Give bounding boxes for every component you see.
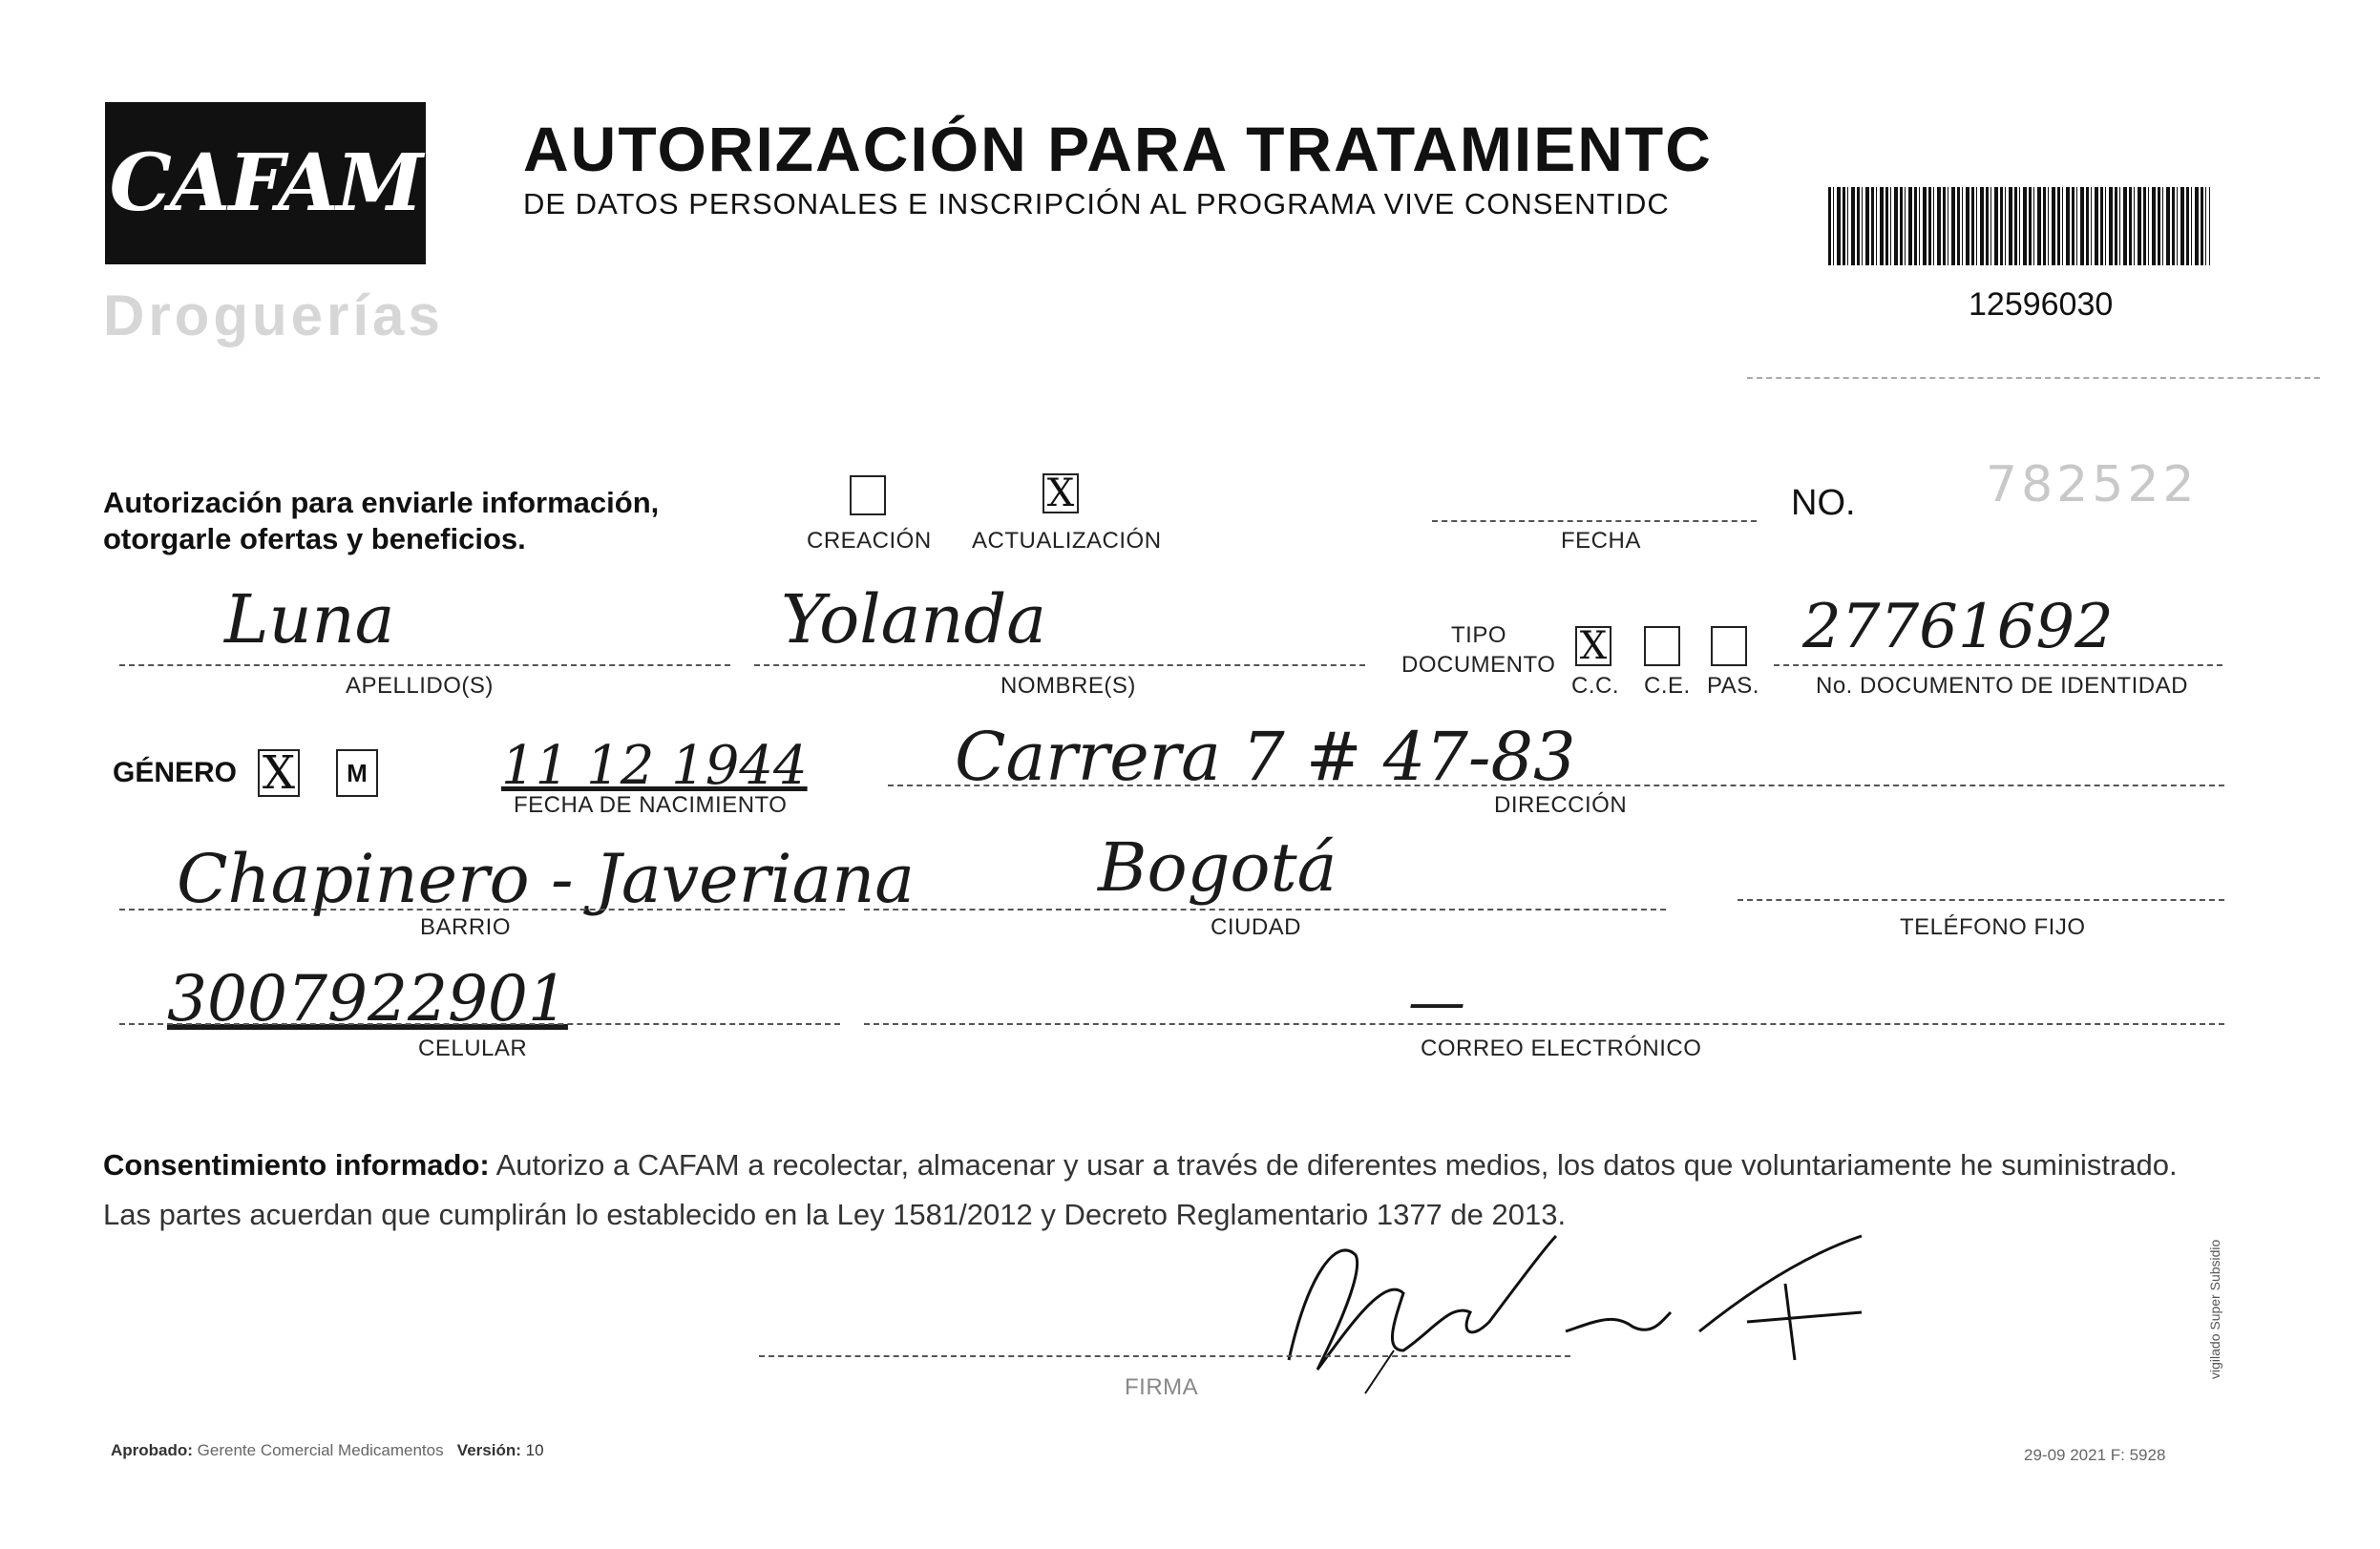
authorization-text-1: Autorización para enviarle información,: [103, 486, 660, 519]
form-number: 782522: [1986, 456, 2199, 513]
ciudad-label: CIUDAD: [1211, 914, 1302, 940]
logo-subtitle: Droguerías: [103, 283, 444, 347]
correo-label: CORREO ELECTRÓNICO: [1421, 1036, 1702, 1061]
direccion-label: DIRECCIÓN: [1494, 792, 1628, 818]
fecha-line: [1432, 520, 1757, 522]
firma-line: [759, 1355, 1570, 1357]
cc-label: C.C.: [1571, 673, 1619, 699]
apellido-line: [119, 664, 730, 666]
fecha-nacimiento-value: 11 12 1944: [501, 735, 808, 797]
direccion-line: [888, 785, 2224, 786]
logo-brand: CAFAM: [109, 137, 422, 229]
celular-value: 3007922901: [167, 962, 568, 1036]
ce-checkbox[interactable]: [1644, 626, 1680, 666]
nombre-label: NOMBRE(S): [1000, 673, 1136, 699]
documento-line: [1774, 664, 2222, 666]
actualizacion-checkbox[interactable]: [1043, 473, 1079, 513]
aprobado-label: Aprobado:: [111, 1441, 193, 1459]
genero-label: GÉNERO: [113, 757, 238, 788]
barcode-number: 12596030: [1969, 286, 2114, 323]
consent-paragraph: [103, 1141, 2232, 1240]
ce-label: C.E.: [1644, 673, 1691, 699]
vigilado-side-text: vigilado Super Subsidio: [2207, 1239, 2222, 1379]
genero-f-checkbox[interactable]: [258, 746, 300, 800]
nombre-line: [754, 664, 1365, 666]
genero-m-label: M: [347, 759, 368, 787]
correo-line: [864, 1023, 2224, 1025]
footer-approval: [111, 1441, 544, 1460]
creacion-label: CREACIÓN: [807, 528, 932, 554]
nombre-value: Yolanda: [781, 580, 1047, 659]
barrio-value: Chapinero - Javeriana: [177, 840, 916, 918]
form-subtitle: DE DATOS PERSONALES E INSCRIPCIÓN AL PROGRAMA VIVE CONSENTIDC: [523, 187, 1670, 220]
fecha-label: FECHA: [1561, 528, 1641, 554]
telefono-line: [1738, 899, 2224, 901]
documento-label: No. DOCUMENTO DE IDENTIDAD: [1816, 673, 2188, 699]
actualizacion-label: ACTUALIZACIÓN: [972, 528, 1162, 554]
pas-label: PAS.: [1707, 673, 1759, 699]
version-value: 10: [525, 1441, 544, 1459]
direccion-value: Carrera 7 # 47-83: [955, 718, 1576, 796]
pas-checkbox[interactable]: [1711, 626, 1747, 666]
footer-date-code: 29-09 2021 F: 5928: [2024, 1446, 2166, 1464]
version-label: Versión:: [456, 1441, 521, 1459]
ciudad-value: Bogotá: [1098, 828, 1337, 907]
consent-heading: Consentimiento informado:: [103, 1148, 490, 1182]
fecha-nacimiento-label: FECHA DE NACIMIENTO: [514, 792, 788, 818]
celular-label: CELULAR: [418, 1036, 528, 1061]
no-label: NO.: [1791, 483, 1856, 523]
cc-mark: X: [1579, 624, 1608, 668]
authorization-text-2: otorgarle ofertas y beneficios.: [103, 522, 526, 555]
barcode: [1828, 187, 2210, 265]
aprobado-value: Gerente Comercial Medicamentos: [197, 1441, 444, 1459]
form-title: AUTORIZACIÓN PARA TRATAMIENTC: [523, 114, 1713, 184]
documento-tipo-label: DOCUMENTO: [1401, 652, 1556, 678]
signature-image: [1251, 1217, 1900, 1398]
genero-m-checkbox[interactable]: [336, 749, 378, 797]
ciudad-line: [864, 909, 1666, 911]
barrio-line: [119, 909, 845, 911]
genero-f-mark: X: [262, 746, 296, 800]
documento-value: 27761692: [1802, 592, 2114, 662]
apellido-value: Luna: [224, 580, 395, 659]
apellido-label: APELLIDO(S): [346, 673, 494, 699]
cafam-logo: [105, 102, 426, 264]
celular-line: [119, 1023, 840, 1025]
cc-checkbox[interactable]: [1575, 626, 1611, 666]
correo-value: —: [1408, 969, 1465, 1036]
consent-body: Autorizo a CAFAM a recolectar, almacenar y usar a través de diferentes medios, los datos que voluntariamente he suministrado. Las partes acuerdan que cumplirán lo establecido en la Ley 1581/2012 y Decreto Reglamentario 1377 de 2013.: [103, 1148, 2178, 1231]
telefono-label: TELÉFONO FIJO: [1900, 914, 2086, 940]
firma-label: FIRMA: [1125, 1374, 1199, 1400]
tipo-label: TIPO: [1451, 622, 1507, 648]
barrio-label: BARRIO: [420, 914, 512, 940]
actualizacion-mark: X: [1046, 471, 1075, 515]
creacion-checkbox[interactable]: [850, 475, 886, 515]
header-divider: [1747, 377, 2320, 379]
